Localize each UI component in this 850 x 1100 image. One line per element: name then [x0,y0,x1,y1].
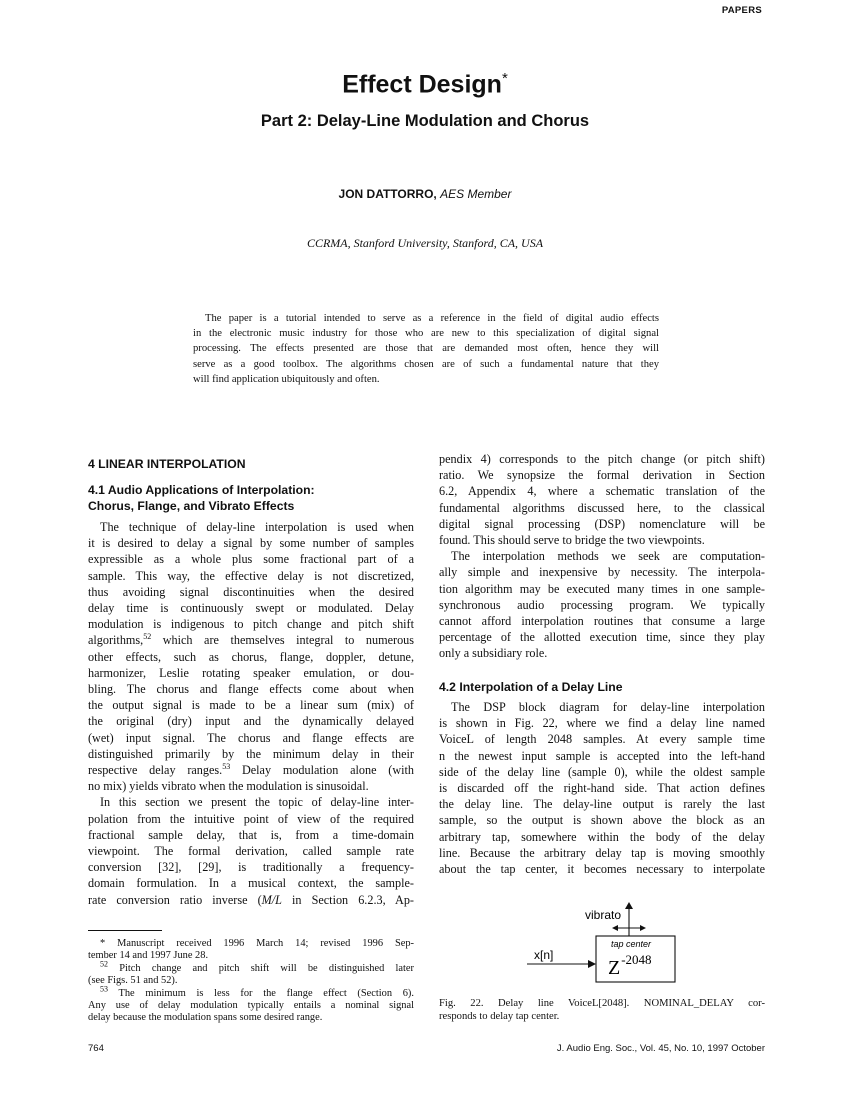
running-head: PAPERS [721,5,762,16]
body-line: bling. The chorus and flange effects come about when [88,682,414,697]
body-line: arbitrary tap, somewhere within the body of the delay [439,829,765,844]
body-line: ally simple and inexpensive by necessity. The interpola- [439,565,765,580]
body-line: it is desired to delay a signal by some number of samples [88,536,414,551]
body-line: the delay line. The delay-line output is rarely the last [439,797,765,812]
body-line: found. This should serve to bridge the two viewpoints. [439,533,705,548]
body-line: delay time is continuously swept or modulated. Delay [88,601,414,616]
journal-reference: J. Audio Eng. Soc., Vol. 45, No. 10, 1997 October [556,1043,765,1054]
body-line [88,892,414,908]
body-line: pendix 4) corresponds to the pitch change (or pitch shift) [439,452,765,466]
abstract-line: in the electronic music industry for those who are new to this specialization of digital signal [193,328,659,340]
title-text: Effect Design [342,70,502,99]
footnote-line: tember 14 and 1997 June 28. [88,950,209,962]
body-line: only a subsidiary role. [439,646,548,661]
body-line: n the newest input sample is accepted into the left-hand [439,748,765,763]
body-line: side of the delay line (sample 0), while the oldest sample [439,764,765,779]
body-text: in Section 6.2.3, Ap- [281,892,414,907]
body-text: Delay modulation alone (with [241,763,414,778]
body-text: algorithms, [88,633,144,648]
footnote-line [88,984,414,1000]
heading-line: Chorus, Flange, and Vibrato Effects [88,499,295,513]
author-name: JON DATTORRO, [338,187,437,201]
body-line: viewpoint. The formal derivation, called sample rate [88,844,414,859]
body-line: modulation is indigenous to pitch change and pitch shift [88,617,414,632]
abstract-line: The paper is a tutorial intended to serve as a reference in the field of digital audio effects [205,313,659,324]
body-text-italic: M/L [261,892,282,907]
delay-base: Z [608,957,621,979]
body-text: which are themselves integral to numerous [162,633,415,648]
abstract-line: processing. The effects presented are those that are demanded most often, hence they will [193,343,659,355]
body-line: conversion [32], [29], is traditionally a frequency- [88,860,414,875]
body-line: sample. This way, the effective delay is not discretized, [88,568,414,583]
body-line: no mix) yields vibrato when the modulation is sinusoidal. [88,779,369,794]
section-heading-4-2: 4.2 Interpolation of a Delay Line [439,680,623,694]
body-line: domain formulation. In a musical context, the sample- [88,876,414,891]
footnote-line: * Manuscript received 1996 March 14; revised 1996 Sep- [100,938,414,949]
vibrato-right-arrow-icon [640,925,646,931]
footnote-rule [88,930,162,931]
footnote-line: delay because the modulation spans some desired range. [88,1012,323,1024]
body-line: fractional sample delay, that is, from a time-domain [88,827,414,842]
abstract [193,311,659,387]
abstract-line: serve as a good toolbox. The algorithms chosen are of such a fundamental nature that they [193,358,659,370]
delay-line-figure [439,900,765,1000]
body-line: digital signal processing (DSP) nomenclature will be [439,516,765,531]
footnote-number-52: 52 [100,959,108,969]
footnote-ref-53: 53 [222,761,231,771]
body-line: about the tap center, it becomes necessary to interpolate [439,862,765,877]
delay-operator [608,952,652,979]
page-number: 764 [88,1043,104,1054]
body-line: thus avoiding signal discontinuities when the desired [88,584,414,599]
figure-caption [439,997,765,1023]
footnote-line: Any use of delay modulation typically entails a nominal signal [88,1000,414,1012]
title-footnote-mark: * [501,70,508,87]
body-line: In this section we present the topic of delay-line inter- [100,795,414,810]
body-line: is shown in Fig. 22, where we find a delay line named [439,716,765,731]
body-line: the output signal is made to be a linear sum (mix) of [88,698,414,713]
tap-center-label: tap center [611,939,652,949]
paper-title [0,70,850,99]
caption-line: Fig. 22. Delay line VoiceL[2048]. NOMINAL_DELAY cor- [439,998,765,1009]
input-arrow-icon [588,960,596,968]
body-line: The DSP block diagram for delay-line interpolation [451,700,765,714]
body-line: the original (dry) input and the dynamically delayed [88,714,414,729]
body-line: expressible as a whole plus some fractional part of a [88,552,414,567]
vibrato-label: vibrato [585,908,622,922]
body-line: fundamental algorithms discussed here, to the classical [439,500,765,515]
footnote-line [88,959,414,975]
input-label: x[n] [534,948,554,962]
affiliation: CCRMA, Stanford University, Stanford, CA, USA [306,236,544,250]
author-line [0,187,850,201]
footnote-text: The minimum is less for the flange effect (Section 6). [118,987,414,999]
paper-subtitle: Part 2: Delay-Line Modulation and Chorus [260,112,590,130]
body-line: synchronous audio processing program. We typically [439,597,765,612]
heading-line: 4.1 Audio Applications of Interpolation: [88,483,315,497]
section-heading-4: 4 LINEAR INTERPOLATION [88,457,246,471]
body-line: other effects, such as chorus, flange, doppler, detune, [88,649,414,664]
section-heading-4-1 [88,482,315,514]
body-line: percentage of the allotted execution time, since they play [439,630,765,645]
body-line: distinguished primarily by the minimum delay in their [88,746,414,761]
body-line: The technique of delay-line interpolation is used when [100,520,414,534]
footnote-number-53: 53 [100,984,108,994]
body-line: (wet) input signal. The chorus and flange effects are [88,730,414,745]
body-text: rate conversion ratio inverse ( [88,892,262,907]
author-membership: AES Member [440,187,512,201]
footnote-line: (see Figs. 51 and 52). [88,975,178,987]
body-text: respective delay ranges. [88,763,223,778]
body-line: polation from the intuitive point of view of the required [88,811,414,826]
left-column [88,519,414,908]
body-line [88,762,414,778]
caption-line: responds to delay tap center. [439,1011,560,1022]
right-column-cont [439,699,765,877]
body-line: The interpolation methods we seek are computation- [451,549,765,564]
body-line: sample, so the output is shown above the block as an [439,813,765,828]
footnote-text: Pitch change and pitch shift will be distinguished later [119,962,414,974]
body-line [88,632,414,648]
vibrato-left-arrow-icon [612,925,618,931]
body-line: cannot afford interpolation routines that consume a large [439,614,765,629]
body-line: tion algorithm may be executed many times in one sample- [439,581,765,596]
footnotes [88,938,414,1025]
abstract-line: will find application ubiquitously and often. [193,373,380,385]
tap-output-arrow-icon [625,902,633,909]
body-line: VoiceL of length 2048 samples. At every sample time [439,732,765,747]
body-line: line. Because the arbitrary delay tap is moving smoothly [439,845,765,860]
body-line: is discarded off the right-hand side. That action defines [439,781,765,796]
right-column [439,451,765,662]
footnote-ref-52: 52 [143,632,152,642]
body-line: harmonizer, Leslie rotating speaker emulation, or dou- [88,665,414,680]
delay-exponent: -2048 [621,952,652,967]
body-line: 6.2, Appendix 4, where a schematic translation of the [439,484,765,499]
body-line: ratio. We synopsize the formal derivation in Section [439,468,765,483]
